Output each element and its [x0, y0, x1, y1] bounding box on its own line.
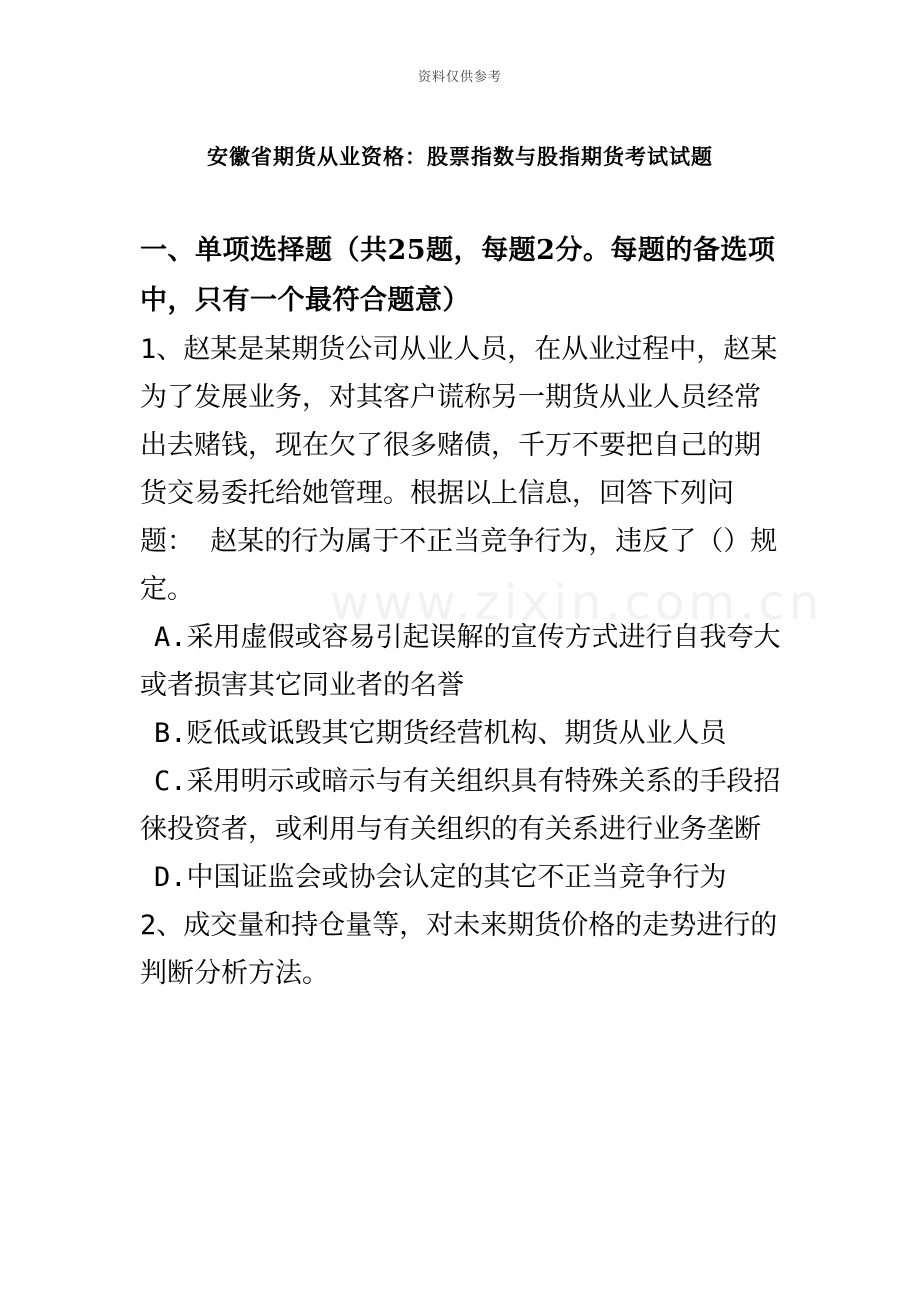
question-1-option-c: C.采用明示或暗示与有关组织具有特殊关系的手段招徕投资者，或利用与有关组织的有关系进行业务垄断	[140, 766, 781, 845]
document-body	[140, 226, 785, 998]
question-2	[140, 902, 785, 998]
section-heading: 一、单项选择题（共25题，每题2分。每题的备选项中，只有一个最符合题意）	[140, 235, 776, 316]
header-note: 资料仅供参考	[417, 70, 502, 85]
question-1	[140, 326, 785, 902]
question-1-option-a: A.采用虚假或容易引起误解的宣传方式进行自我夸大或者损害其它同业者的名誉	[140, 622, 781, 701]
question-1-option-b: B.贬低或诋毁其它期货经营机构、期货从业人员	[154, 718, 727, 749]
question-1-option-d: D.中国证监会或协会认定的其它不正当竞争行为	[154, 862, 727, 893]
question-1-stem: 1、赵某是某期货公司从业人员，在从业过程中，赵某为了发展业务，对其客户谎称另一期货从业人员经常出去赌钱，现在欠了很多赌债，千万不要把自己的期货交易委托给她管理。根据以上信息，回答下列问题： 赵某的行为属于不正当竞争行为，违反了（）规定。	[140, 334, 778, 605]
watermark: www.zixin.com.cn	[330, 575, 824, 631]
question-2-stem: 2、成交量和持仓量等，对未来期货价格的走势进行的判断分析方法。	[140, 910, 778, 989]
document-title: 安徽省期货从业资格：股票指数与股指期货考试试题	[207, 144, 713, 169]
